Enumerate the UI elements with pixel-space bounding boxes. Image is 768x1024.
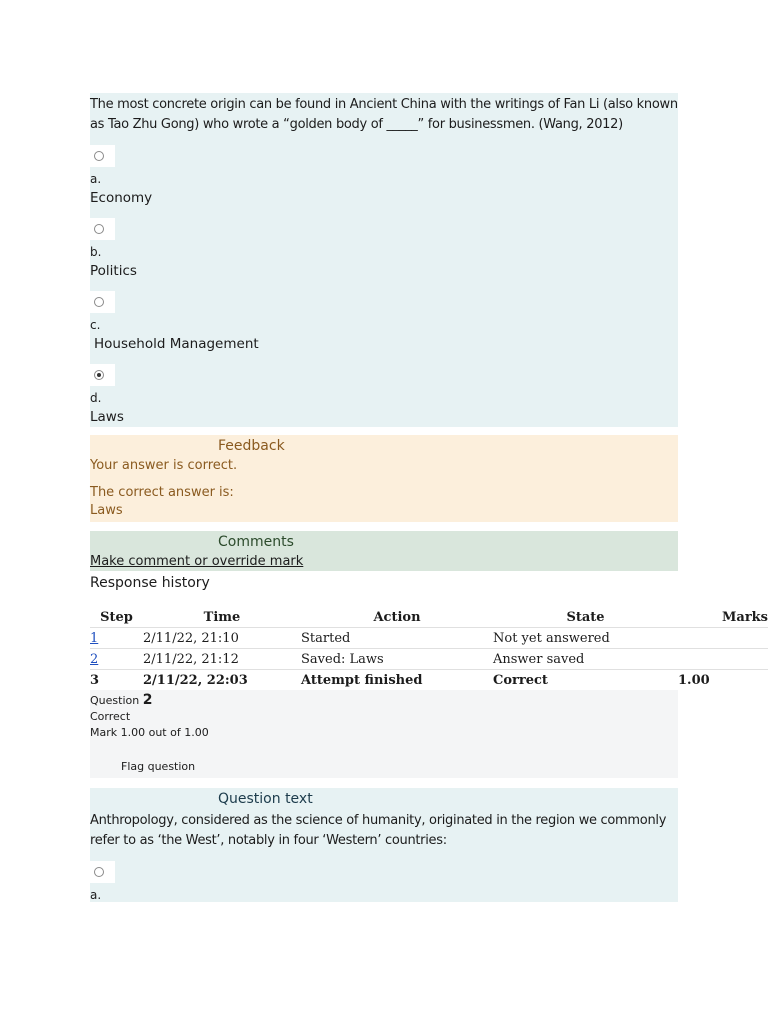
option-c-radio-wrap[interactable] (90, 291, 115, 313)
q2-option-a-radio-wrap[interactable] (90, 861, 115, 883)
option-d-text: Laws (90, 409, 124, 425)
correct-answer-label: The correct answer is: (90, 485, 234, 500)
table-row (90, 628, 768, 649)
table-row (90, 670, 768, 691)
row-time: 2/11/22, 21:10 (143, 628, 301, 649)
question-1-panel (90, 93, 678, 427)
table-header-row (90, 607, 768, 628)
question-2-info (90, 690, 678, 778)
row-state: Correct (493, 670, 678, 691)
step-link[interactable]: 2 (90, 651, 99, 667)
option-b-radio[interactable] (94, 224, 104, 234)
option-a-text: Economy (90, 190, 153, 206)
option-d[interactable] (90, 364, 678, 427)
row-time: 2/11/22, 22:03 (143, 670, 301, 691)
feedback-result: Your answer is correct. (90, 458, 238, 473)
option-c-radio[interactable] (94, 297, 104, 307)
response-history-table (90, 607, 768, 690)
question-2-status: Correct (90, 710, 131, 723)
option-a-radio-wrap[interactable] (90, 145, 115, 167)
step-link[interactable]: 1 (90, 630, 99, 646)
option-c-text: Household Management (94, 336, 259, 352)
row-action: Attempt finished (301, 670, 493, 691)
question-2-body (90, 809, 678, 902)
quiz-review (90, 93, 768, 902)
option-c[interactable] (90, 291, 678, 354)
question-2-number-line (90, 692, 678, 709)
option-b-text: Politics (90, 263, 137, 279)
question-1-text: The most concrete origin can be found in Ancient China with the writings of Fan Li (also known as Tao Zhu Gong) who wrote a “golden body of _____” for businessmen. (Wang, 2012) (90, 97, 678, 132)
row-time: 2/11/22, 21:12 (143, 649, 301, 670)
row-step: 3 (90, 670, 143, 691)
column-time: Time (203, 609, 241, 625)
row-marks (678, 628, 768, 649)
column-action: Action (373, 609, 421, 625)
option-a-radio[interactable] (94, 151, 104, 161)
make-comment-link[interactable]: Make comment or override mark (90, 554, 304, 569)
option-d-letter: d. (90, 391, 102, 405)
q2-option-a-letter: a. (90, 888, 102, 902)
row-state: Not yet answered (493, 628, 678, 649)
correct-answer: Laws (90, 503, 123, 518)
q2-option-a-radio[interactable] (94, 867, 104, 877)
question-number: 2 (142, 692, 153, 708)
option-a-letter: a. (90, 172, 102, 186)
response-history-title: Response history (90, 575, 210, 591)
column-marks: Marks (722, 609, 768, 625)
row-action: Saved: Laws (301, 649, 493, 670)
feedback-heading: Feedback (218, 438, 285, 454)
option-c-letter: c. (90, 318, 101, 332)
q2-option-a[interactable] (90, 861, 678, 902)
option-d-radio-selected[interactable] (94, 370, 104, 380)
row-marks: 1.00 (678, 670, 768, 691)
question-2-text: Anthropology, considered as the science of humanity, originated in the region we commonly refer to as ‘the West’, notably in four ‘Western’ countries: (90, 813, 667, 848)
row-marks (678, 649, 768, 670)
question-2-panel (90, 788, 678, 902)
column-state: State (566, 609, 605, 625)
option-b-radio-wrap[interactable] (90, 218, 115, 240)
question-text-heading: Question text (90, 788, 678, 809)
row-action: Started (301, 628, 493, 649)
comments-heading: Comments (218, 534, 294, 550)
option-b-letter: b. (90, 245, 102, 259)
row-state: Answer saved (493, 649, 678, 670)
column-step: Step (100, 609, 133, 625)
question-2-mark: Mark 1.00 out of 1.00 (90, 726, 209, 739)
option-a[interactable] (90, 145, 678, 208)
table-row (90, 649, 768, 670)
option-b[interactable] (90, 218, 678, 281)
flag-question-link[interactable]: Flag question (121, 760, 196, 773)
feedback-panel (90, 435, 678, 522)
option-d-radio-wrap[interactable] (90, 364, 115, 386)
question-label: Question (90, 694, 140, 707)
comments-panel (90, 531, 678, 571)
